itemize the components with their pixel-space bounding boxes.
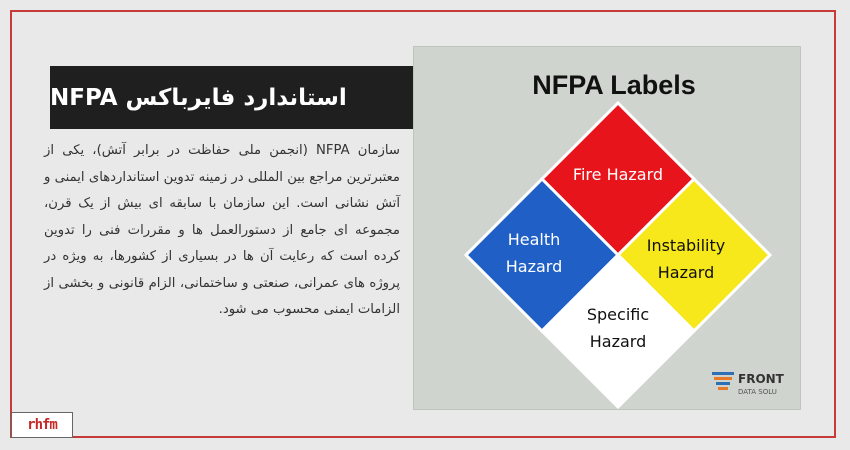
specific-label-line2: Hazard <box>589 332 647 351</box>
instability-label-line2: Hazard <box>657 263 715 282</box>
health-label-line1: Health <box>507 230 561 249</box>
health-label-line2: Hazard <box>505 257 563 276</box>
fire-hazard-label: Fire Hazard <box>572 165 664 184</box>
instability-label-line1: Instability <box>646 236 726 255</box>
article-paragraph: سازمان NFPA (انجمن ملی حفاظت در برابر آتش)، یکی از معتبرترین مراجع بین المللی در زمینه تدوین استانداردهای ایمنی و آتش نشانی است. این سازمان با سابقه ای بیش از یک قرن، مجموعه ای جامع از دستورالعمل ها و مقررات فنی را تدوین کرده است که رعایت آن ها در بسیاری از کشورها، به ویژه در پروژه های عمرانی، صنعتی و ساختمانی، الزام قانونی و بخشی از الزامات ایمنی محسوب می شود. <box>44 143 400 317</box>
specific-label-line1: Specific <box>586 305 650 324</box>
figure-title: NFPA Labels <box>532 70 696 100</box>
watermark-line2: DATA SOLU <box>738 388 777 396</box>
nfpa-diamond-graphic <box>414 47 800 409</box>
brand-logo <box>11 412 73 438</box>
nfpa-figure <box>414 47 800 409</box>
watermark-line1: FRONT <box>738 372 784 386</box>
title-banner <box>50 66 414 129</box>
brand-logo-text: rhfm <box>27 417 57 433</box>
front-data-logo-icon <box>712 372 734 390</box>
banner-title: استاندارد فایرباکس NFPA <box>50 84 347 111</box>
